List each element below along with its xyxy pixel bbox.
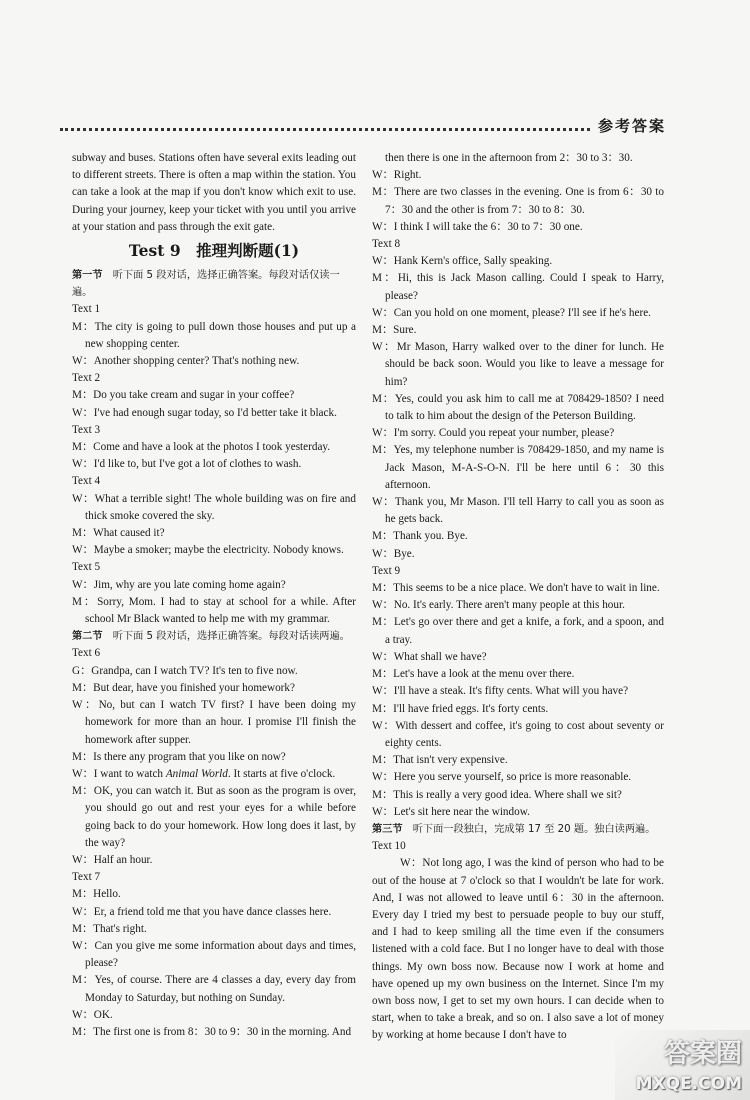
program-title: Animal World <box>165 767 228 780</box>
dialogue-line: W：Another shopping center? That's nothing new. <box>72 355 300 368</box>
dialogue-line: W：I'd like to, but I've got a lot of clothes to wash. <box>72 458 302 471</box>
dialogue-line: M：But dear, have you finished your homework? <box>72 681 295 694</box>
dialogue-line: M：There are two classes in the evening. One is from 6：30 to 7：30 and the other is from 7：30 to 8：30. <box>372 186 664 216</box>
dialogue-line: M：I'll have fried eggs. It's forty cents. <box>372 702 549 715</box>
section-2-instruction <box>72 628 356 645</box>
text-label: Text 7 <box>72 871 101 884</box>
dialogue-line: M：What caused it? <box>72 527 165 540</box>
dialogue-continuation: then there is one in the afternoon from 2：30 to 3：30. <box>385 152 633 164</box>
dialogue-line: W：Bye. <box>372 547 415 560</box>
dialogue-line: M：Hi, this is Jack Mason calling. Could I speak to Harry, please? <box>372 272 664 302</box>
text-label: Text 10 <box>372 840 406 853</box>
dialogue-line: W：Can you hold on one moment, please? I'll see if he's here. <box>372 306 651 319</box>
dialogue-line: M：Let's have a look at the menu over there. <box>372 668 575 681</box>
watermark-url: MXQE.COM <box>635 1074 742 1094</box>
dialogue-text: W：I want to watch <box>72 767 166 780</box>
section-text: 听下面 5 段对话，选择正确答案。每段对话仅读一遍。 <box>72 270 340 299</box>
dialogue-line: W：Maybe a smoker; maybe the electricity. Nobody knows. <box>72 544 344 557</box>
dialogue-line: W：Let's sit here near the window. <box>372 805 530 818</box>
dialogue-line: M：Do you take cream and sugar in your coffee? <box>72 389 295 402</box>
dialogue-line: W：I've had enough sugar today, so I'd better take it black. <box>72 406 337 419</box>
text-label: Text 8 <box>372 238 401 251</box>
dialogue-line: W：No, but can I watch TV first? I have been doing my homework for more than an hour. I promise I'll finish the homework after supper. <box>72 699 356 746</box>
dialogue-line: W：Half an hour. <box>72 853 153 866</box>
section-3-instruction <box>372 821 664 838</box>
dialogue-line: M：Hello. <box>72 888 121 901</box>
dialogue-line: M：Is there any program that you like on now? <box>72 750 286 763</box>
dialogue-line: M：OK, you can watch it. But as soon as the program is over, you should go out and rest your eyes for a while before going back to do your homework. How long does it last, by the way? <box>72 785 356 849</box>
section-text: 听下面一段独白，完成第 17 至 20 题。独白读两遍。 <box>412 823 656 835</box>
dialogue-line: W：Hank Kern's office, Sally speaking. <box>372 255 553 268</box>
dialogue-line: W：Right. <box>372 169 422 182</box>
text-label: Text 2 <box>72 372 101 385</box>
dialogue-line: M：The city is going to pull down those houses and put up a new shopping center. <box>72 320 356 350</box>
dialogue-line: W：What shall we have? <box>372 650 487 663</box>
header-dotted-rule <box>60 128 590 131</box>
dialogue-line: M：Come and have a look at the photos I took yesterday. <box>72 441 331 454</box>
dialogue-line: M：Yes, could you ask him to call me at 708429-1850? I need to talk to him about the design of the Peterson Building. <box>372 392 664 423</box>
dialogue-line: M：Sure. <box>372 324 417 337</box>
text-label: Text 6 <box>72 647 101 660</box>
dialogue-line: M：Yes, of course. There are 4 classes a day, every day from Monday to Saturday, but nothing on Sunday. <box>72 974 356 1004</box>
dialogue-text: . It starts at five o'clock. <box>227 767 336 780</box>
dialogue-line: M：That's right. <box>72 922 147 935</box>
section-label: 第二节 <box>72 631 103 643</box>
page-header-title: 参考答案 <box>598 117 667 135</box>
intro-paragraph: subway and buses. Stations often have several exits leading out to different streets. There is often a map within the station. You can take a look at the map if you don't know which exit to use. During your journey, keep your ticket with you until you arrive at your station and pass through the exit gate. <box>72 152 356 233</box>
text-label: Text 3 <box>72 423 101 436</box>
dialogue-line: W：I think I will take the 6：30 to 7：30 one. <box>372 220 583 233</box>
dialogue-line: W：Er, a friend told me that you have dance classes here. <box>72 905 332 918</box>
text-label: Text 4 <box>72 475 101 488</box>
dialogue-line: W：With dessert and coffee, it's going to cost about seventy or eighty cents. <box>372 719 664 749</box>
dialogue-line: W：Here you serve yourself, so price is more reasonable. <box>372 771 632 784</box>
dialogue-line: M：The first one is from 8：30 to 9：30 in the morning. And <box>72 1025 352 1038</box>
section-1-instruction <box>72 267 356 301</box>
dialogue-line <box>72 766 356 783</box>
left-column <box>72 150 356 1041</box>
dialogue-line: M：That isn't very expensive. <box>372 754 508 767</box>
section-label: 第一节 <box>72 270 103 282</box>
dialogue-line: W：No. It's early. There aren't many people at this hour. <box>372 599 625 612</box>
text-label: Text 9 <box>372 564 401 577</box>
dialogue-line: W：Thank you, Mr Mason. I'll tell Harry to call you as soon as he gets back. <box>372 496 664 526</box>
watermark-logo: 答案圈 <box>663 1039 742 1069</box>
dialogue-line: M：This seems to be a nice place. We don't have to wait in line. <box>372 582 660 595</box>
text-label: Text 1 <box>72 303 101 316</box>
dialogue-line: W：OK. <box>72 1008 113 1021</box>
dialogue-line: M：This is really a very good idea. Where shall we sit? <box>372 788 622 801</box>
dialogue-line: M：Sorry, Mom. I had to stay at school for a while. After school Mr Black wanted to help me with my grammar. <box>72 595 356 626</box>
dialogue-line: W：Can you give me some information about days and times, please? <box>72 939 356 970</box>
dialogue-line: M：Thank you. Bye. <box>372 530 468 543</box>
test-title: Test 9 推理判断题(1) <box>128 241 300 261</box>
dialogue-line: W：Mr Mason, Harry walked over to the diner for lunch. He should be back soon. Would you like to leave a message for him? <box>372 341 664 388</box>
section-text: 听下面 5 段对话，选择正确答案。每段对话读两遍。 <box>112 631 350 643</box>
right-column <box>372 150 664 1045</box>
section-label: 第三节 <box>372 823 403 835</box>
monologue-paragraph: W：Not long ago, I was the kind of person who had to be out of the house at 7 o'clock so that I wouldn't be late for work. And, I was not allowed to leave until 6：30 in the afternoon. Every day I tried my best to persuade people to buy our stuff, and I had to keep smiling all the time even if the consumers listened with a cold face. But I no longer have to deal with those things. My own boss now. Because now I work at home and have opened up my own business on the Internet. Since I'm my own boss now, I get to set my own hours. I can decide when to start, when to take a break, and so on. I also save a lot of money by working at home because I don't have to <box>372 857 664 1042</box>
dialogue-line: G：Grandpa, can I watch TV? It's ten to five now. <box>72 664 298 677</box>
dialogue-line: W：Jim, why are you late coming home again? <box>72 578 286 591</box>
text-label: Text 5 <box>72 561 101 574</box>
watermark-overlay <box>615 1030 750 1100</box>
dialogue-line: M：Yes, my telephone number is 708429-1850, and my name is Jack Mason, M-A-S-O-N. I'll be here until 6：30 this afternoon. <box>372 444 664 491</box>
dialogue-line: W：What a terrible sight! The whole building was on fire and thick smoke covered the sky. <box>72 492 356 522</box>
dialogue-line: M：Let's go over there and get a knife, a fork, and a spoon, and a tray. <box>372 616 664 646</box>
dialogue-line: W：I'm sorry. Could you repeat your number, please? <box>372 427 615 440</box>
dialogue-line: W：I'll have a steak. It's fifty cents. What will you have? <box>372 685 629 698</box>
